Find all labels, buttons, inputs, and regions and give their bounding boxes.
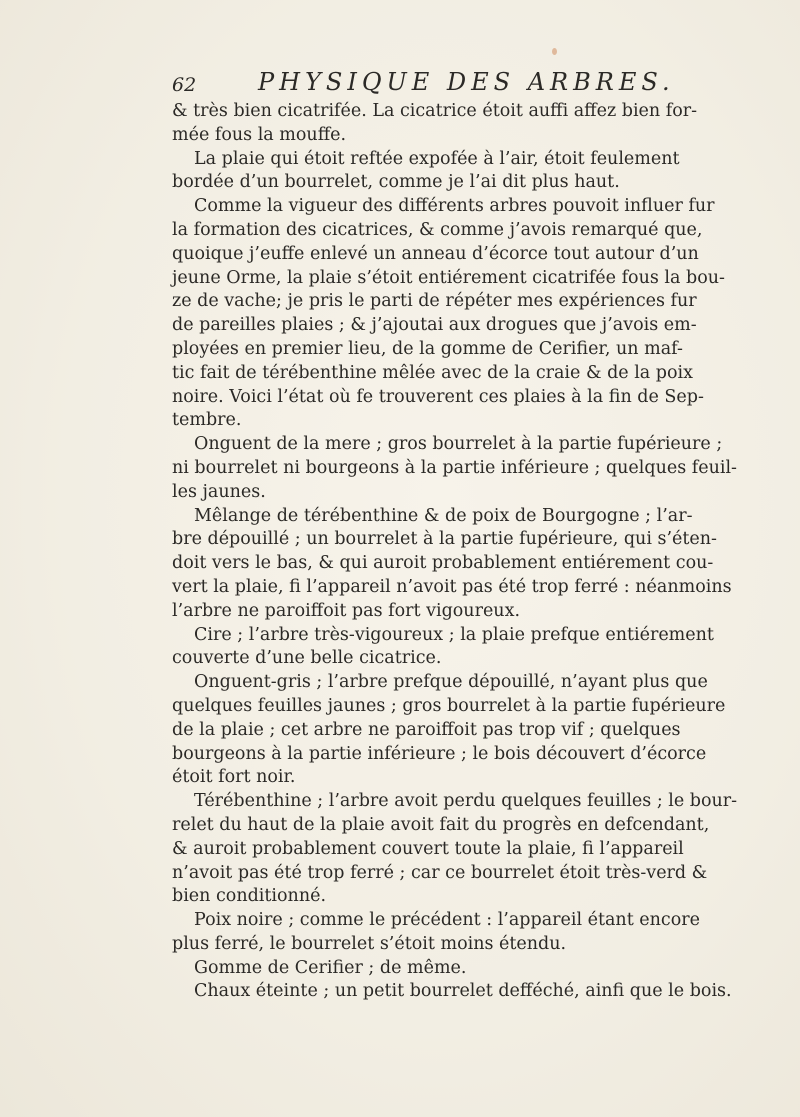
- text-line: quelques feuilles jaunes ; gros bourrelet à la partie fupérieure: [172, 695, 726, 716]
- text-line: bourgeons à la partie inférieure ; le bois découvert d’écorce: [172, 743, 707, 764]
- page-number: 62: [172, 74, 197, 96]
- text-line: Térébenthine ; l’arbre avoit perdu quelques feuilles ; le bour-: [194, 791, 738, 812]
- paper-stain: [552, 48, 557, 55]
- text-line: les jaunes.: [172, 481, 266, 502]
- text-line: tembre.: [172, 410, 242, 431]
- text-line: Comme la vigueur des différents arbres pouvoit influer fur: [194, 196, 715, 217]
- text-line: noire. Voici l’état où fe trouverent ces plaies à la fin de Sep-: [172, 386, 704, 407]
- text-line: bordée d’un bourrelet, comme je l’ai dit plus haut.: [172, 172, 620, 193]
- body-text: [172, 100, 738, 1004]
- text-line: Cire ; l’arbre très-vigoureux ; la plaie prefque entiérement: [194, 624, 714, 645]
- text-line: ze de vache; je pris le parti de répéter mes expériences fur: [172, 291, 697, 312]
- text-line: ni bourrelet ni bourgeons à la partie inférieure ; quelques feuil-: [172, 457, 737, 478]
- text-line: La plaie qui étoit reftée expofée à l’air, étoit feulement: [194, 148, 680, 169]
- text-line: de pareilles plaies ; & j’ajoutai aux drogues que j’avois em-: [172, 315, 697, 336]
- page-header: [172, 68, 675, 100]
- text-line: mée fous la mouffe.: [172, 124, 347, 145]
- text-line: Onguent-gris ; l’arbre prefque dépouillé, n’ayant plus que: [194, 672, 708, 693]
- text-line: Mêlange de térébenthine & de poix de Bourgogne ; l’ar-: [194, 505, 693, 526]
- text-line: de la plaie ; cet arbre ne paroiffoit pas trop vif ; quelques: [172, 719, 681, 740]
- text-line: Poix noire ; comme le précédent : l’appareil étant encore: [194, 910, 700, 931]
- text-line: Onguent de la mere ; gros bourrelet à la partie fupérieure ;: [194, 434, 723, 455]
- text-line: & auroit probablement couvert toute la plaie, fi l’appareil: [172, 838, 684, 859]
- text-line: la formation des cicatrices, & comme j’avois remarqué que,: [172, 219, 703, 240]
- text-line: & très bien cicatrifée. La cicatrice étoit auffi affez bien for-: [172, 101, 698, 121]
- text-line: Gomme de Cerifier ; de même.: [194, 957, 467, 978]
- text-line: couverte d’une belle cicatrice.: [172, 648, 442, 669]
- text-line: jeune Orme, la plaie s’étoit entiérement cicatrifée fous la bou-: [172, 267, 725, 288]
- text-line: relet du haut de la plaie avoit fait du progrès en defcendant,: [172, 814, 710, 835]
- text-line: étoit fort noir.: [172, 767, 296, 788]
- text-line: l’arbre ne paroiffoit pas fort vigoureux.: [172, 600, 521, 621]
- running-title: PHYSIQUE DES ARBRES.: [258, 68, 675, 96]
- text-line: quoique j’euffe enlevé un anneau d’écorce tout autour d’un: [172, 243, 699, 264]
- text-line: Chaux éteinte ; un petit bourrelet defféché, ainfi que le bois.: [194, 981, 732, 1002]
- text-line: bien conditionné.: [172, 886, 327, 907]
- text-line: bre dépouillé ; un bourrelet à la partie fupérieure, qui s’éten-: [172, 529, 717, 550]
- text-line: doit vers le bas, & qui auroit probablement entiérement cou-: [172, 553, 714, 574]
- text-line: n’avoit pas été trop ferré ; car ce bourrelet étoit très-verd &: [172, 862, 708, 883]
- text-line: vert la plaie, fi l’appareil n’avoit pas été trop ferré : néanmoins: [172, 576, 732, 597]
- text-line: ployées en premier lieu, de la gomme de Cerifier, un maf-: [172, 338, 683, 359]
- text-line: tic fait de térébenthine mêlée avec de la craie & de la poix: [172, 362, 694, 383]
- text-line: plus ferré, le bourrelet s’étoit moins étendu.: [172, 933, 567, 954]
